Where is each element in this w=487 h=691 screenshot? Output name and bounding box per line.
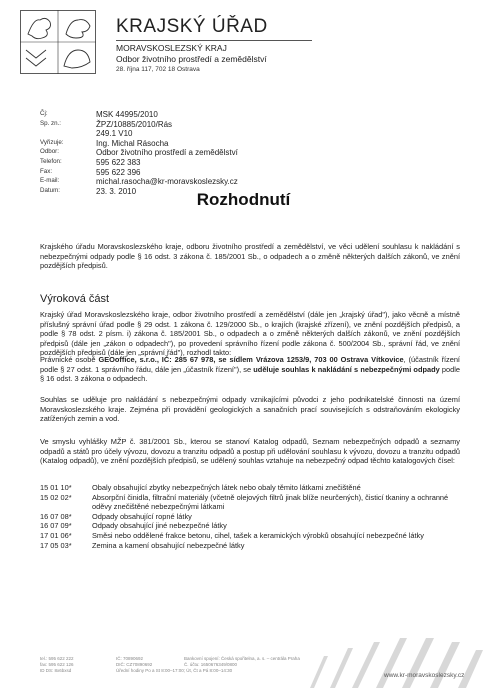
reference-label: Fax: — [40, 167, 53, 175]
recipient-prefix: Právnické osobě — [40, 355, 99, 364]
waste-code: 17 05 03* — [40, 540, 72, 550]
footer-bank-name: Bankovní spojení: Česká spořitelna, a. s. – centrála Praha — [184, 656, 300, 661]
reference-value: Ing. Michal Rásocha — [96, 138, 169, 148]
waste-description: Obaly obsahující zbytky nebezpečných látek nebo obaly těmito látkami znečištěné — [92, 483, 361, 492]
waste-code: 17 01 06* — [40, 530, 72, 540]
footer-fax: fax: 595 622 126 — [40, 662, 74, 667]
recipient-middle: , (účastník řízení podle § 27 odst. 1 správního řádu, dále jen „účastník řízení"), se — [40, 355, 460, 374]
reference-label: Telefon: — [40, 157, 62, 165]
waste-code: 15 02 02* — [40, 492, 72, 502]
waste-item — [40, 531, 460, 541]
reference-value: Odbor životního prostředí a zemědělství — [96, 148, 238, 158]
region-name: MORAVSKOSLEZSKÝ KRAJ — [116, 43, 227, 53]
waste-description: Odpady obsahující jiné nebezpečné látky — [92, 521, 227, 531]
footer-contacts — [40, 656, 74, 674]
footer-data-box: ID DS: 8x6bxsd — [40, 668, 72, 673]
office-header — [116, 16, 312, 75]
department-name: Odbor životního prostředí a zemědělství — [116, 54, 267, 64]
footer-bank — [184, 656, 300, 668]
intro-paragraph: Krajského úřadu Moravskoslezského kraje, odboru životního prostředí a zemědělství, ve věci udělení souhlasu k nakládání s nebezpečnými odpady podle § 16 odst. 3 zákona č. 185/2001 Sb., o odpadech a o změně některých dalších zákonů, ve znění pozdějších předpisů. — [40, 242, 460, 271]
office-title: KRAJSKÝ ÚŘAD — [116, 16, 268, 37]
waste-list — [40, 483, 460, 550]
waste-code: 16 07 08* — [40, 511, 72, 521]
recipient-suffix: podle § 16 odst. 3 zákona o odpadech. — [40, 364, 460, 384]
reference-label: E-mail: — [40, 177, 60, 185]
document-title: Rozhodnutí — [196, 190, 291, 209]
waste-code: 16 07 09* — [40, 521, 72, 531]
waste-item — [40, 541, 460, 551]
reference-value: 595 622 396 — [96, 167, 141, 177]
scope-paragraph: Souhlas se uděluje pro nakládání s nebezpečnými odpady vznikajícími původci z jeho podnikatelské činnosti na území Moravskoslezského kraje. Zejména při provádění geologických a sanačních prací souvisejících s odstraňováním ekologicky zatížených zemin a vod. — [40, 395, 460, 424]
footer-ic: IČ: 70890692 — [116, 656, 144, 661]
header-divider — [116, 40, 312, 41]
reference-label: Sp. zn.: — [40, 119, 61, 127]
footer-stripes-graphic — [290, 636, 485, 688]
footer-bank-account: Č. účtu: 1650676349/0800 — [184, 662, 238, 667]
decision-paragraph: Krajský úřad Moravskoslezského kraje, odbor životního prostředí a zemědělství (dále jen „krajský úřad"), jako věcně a místně příslušný správní úřad podle § 29 odst. 1 zákona č. 129/2000 Sb., o krajích (krajské zřízení), ve znění pozdějších předpisů, a podle § 78 odst. 2 písm. i) zákona č. 185/2001 Sb., o odpadech a o změně některých dalších zákonů, ve znění pozdějších předpisů (dále jen „zákon o odpadech"), po provedení správního řízení podle zákona č. 500/2004 Sb., správní řád, ve znění pozdějších předpisů (dále jen „správní řád"), rozhodl takto: — [40, 310, 460, 358]
waste-description: Absorpční činidla, filtrační materiály (včetně olejových filtrů jinak blíže neurčených), čisticí tkaniny a ochranné oděvy znečištěné nebezpečnými látkami — [92, 492, 449, 512]
reference-value: MSK 44995/2010 — [96, 110, 158, 119]
waste-item — [40, 493, 460, 512]
consent-statement: uděluje souhlas k nakládání s nebezpečnými odpady — [253, 364, 440, 374]
footer-dic: DIČ: CZ70890692 — [116, 662, 153, 667]
waste-item — [40, 521, 460, 531]
reference-value: 23. 3. 2010 — [96, 186, 137, 196]
recipient-paragraph — [40, 355, 460, 384]
office-address: 28. října 117, 702 18 Ostrava — [116, 66, 200, 73]
recipient-company: GEOoffice, s.r.o., IČ: 285 67 978, se sídlem Vrázova 1253/9, 703 00 Ostrava Vítkovice — [98, 355, 404, 364]
reference-value: 595 622 383 — [96, 157, 141, 167]
footer-phone: tel.: 595 622 222 — [40, 656, 74, 661]
reference-value: michal.rasocha@kr-moravskoslezsky.cz — [96, 177, 238, 187]
section-heading: Výroková část — [40, 293, 110, 305]
reference-label: Čj: — [40, 110, 48, 117]
footer-hours: Úřední hodiny Po a St 8:00–17:00; Út, Čt a Pá 8:00–14:30 — [116, 668, 233, 673]
waste-item — [40, 512, 460, 522]
reference-label: Datum: — [40, 186, 60, 194]
waste-description: Odpady obsahující ropné látky — [92, 511, 192, 521]
reference-value: 249.1 V10 — [96, 129, 133, 139]
catalog-paragraph: Ve smyslu vyhlášky MŽP č. 381/2001 Sb., kterou se stanoví Katalog odpadů, Seznam nebezpečných odpadů a seznamy odpadů a států pro účely vývozu, dovozu a tranzitu odpadů a postup při udělování souhlasu k vývozu, dovozu a tranzitu odpadů (Katalog odpadů), ve znění pozdějších předpisů, se udělený souhlas vztahuje na nebezpečný odpad těchto katalogových čísel: — [40, 437, 460, 466]
waste-item — [40, 483, 460, 493]
footer-website-link[interactable]: www.kr-moravskoslezsky.cz — [384, 672, 465, 679]
waste-description: Směsi nebo oddělené frakce betonu, cihel, tašek a keramických výrobků obsahující nebezpečné látky — [92, 530, 424, 540]
reference-label: Vyřizuje: — [40, 138, 64, 146]
coat-of-arms-icon — [20, 10, 96, 74]
reference-value: ŽPZ/10885/2010/Rás — [96, 119, 173, 129]
reference-label: Odbor: — [40, 148, 59, 156]
waste-description: Zemina a kamení obsahující nebezpečné látky — [92, 540, 245, 550]
waste-code: 15 01 10* — [40, 483, 72, 492]
